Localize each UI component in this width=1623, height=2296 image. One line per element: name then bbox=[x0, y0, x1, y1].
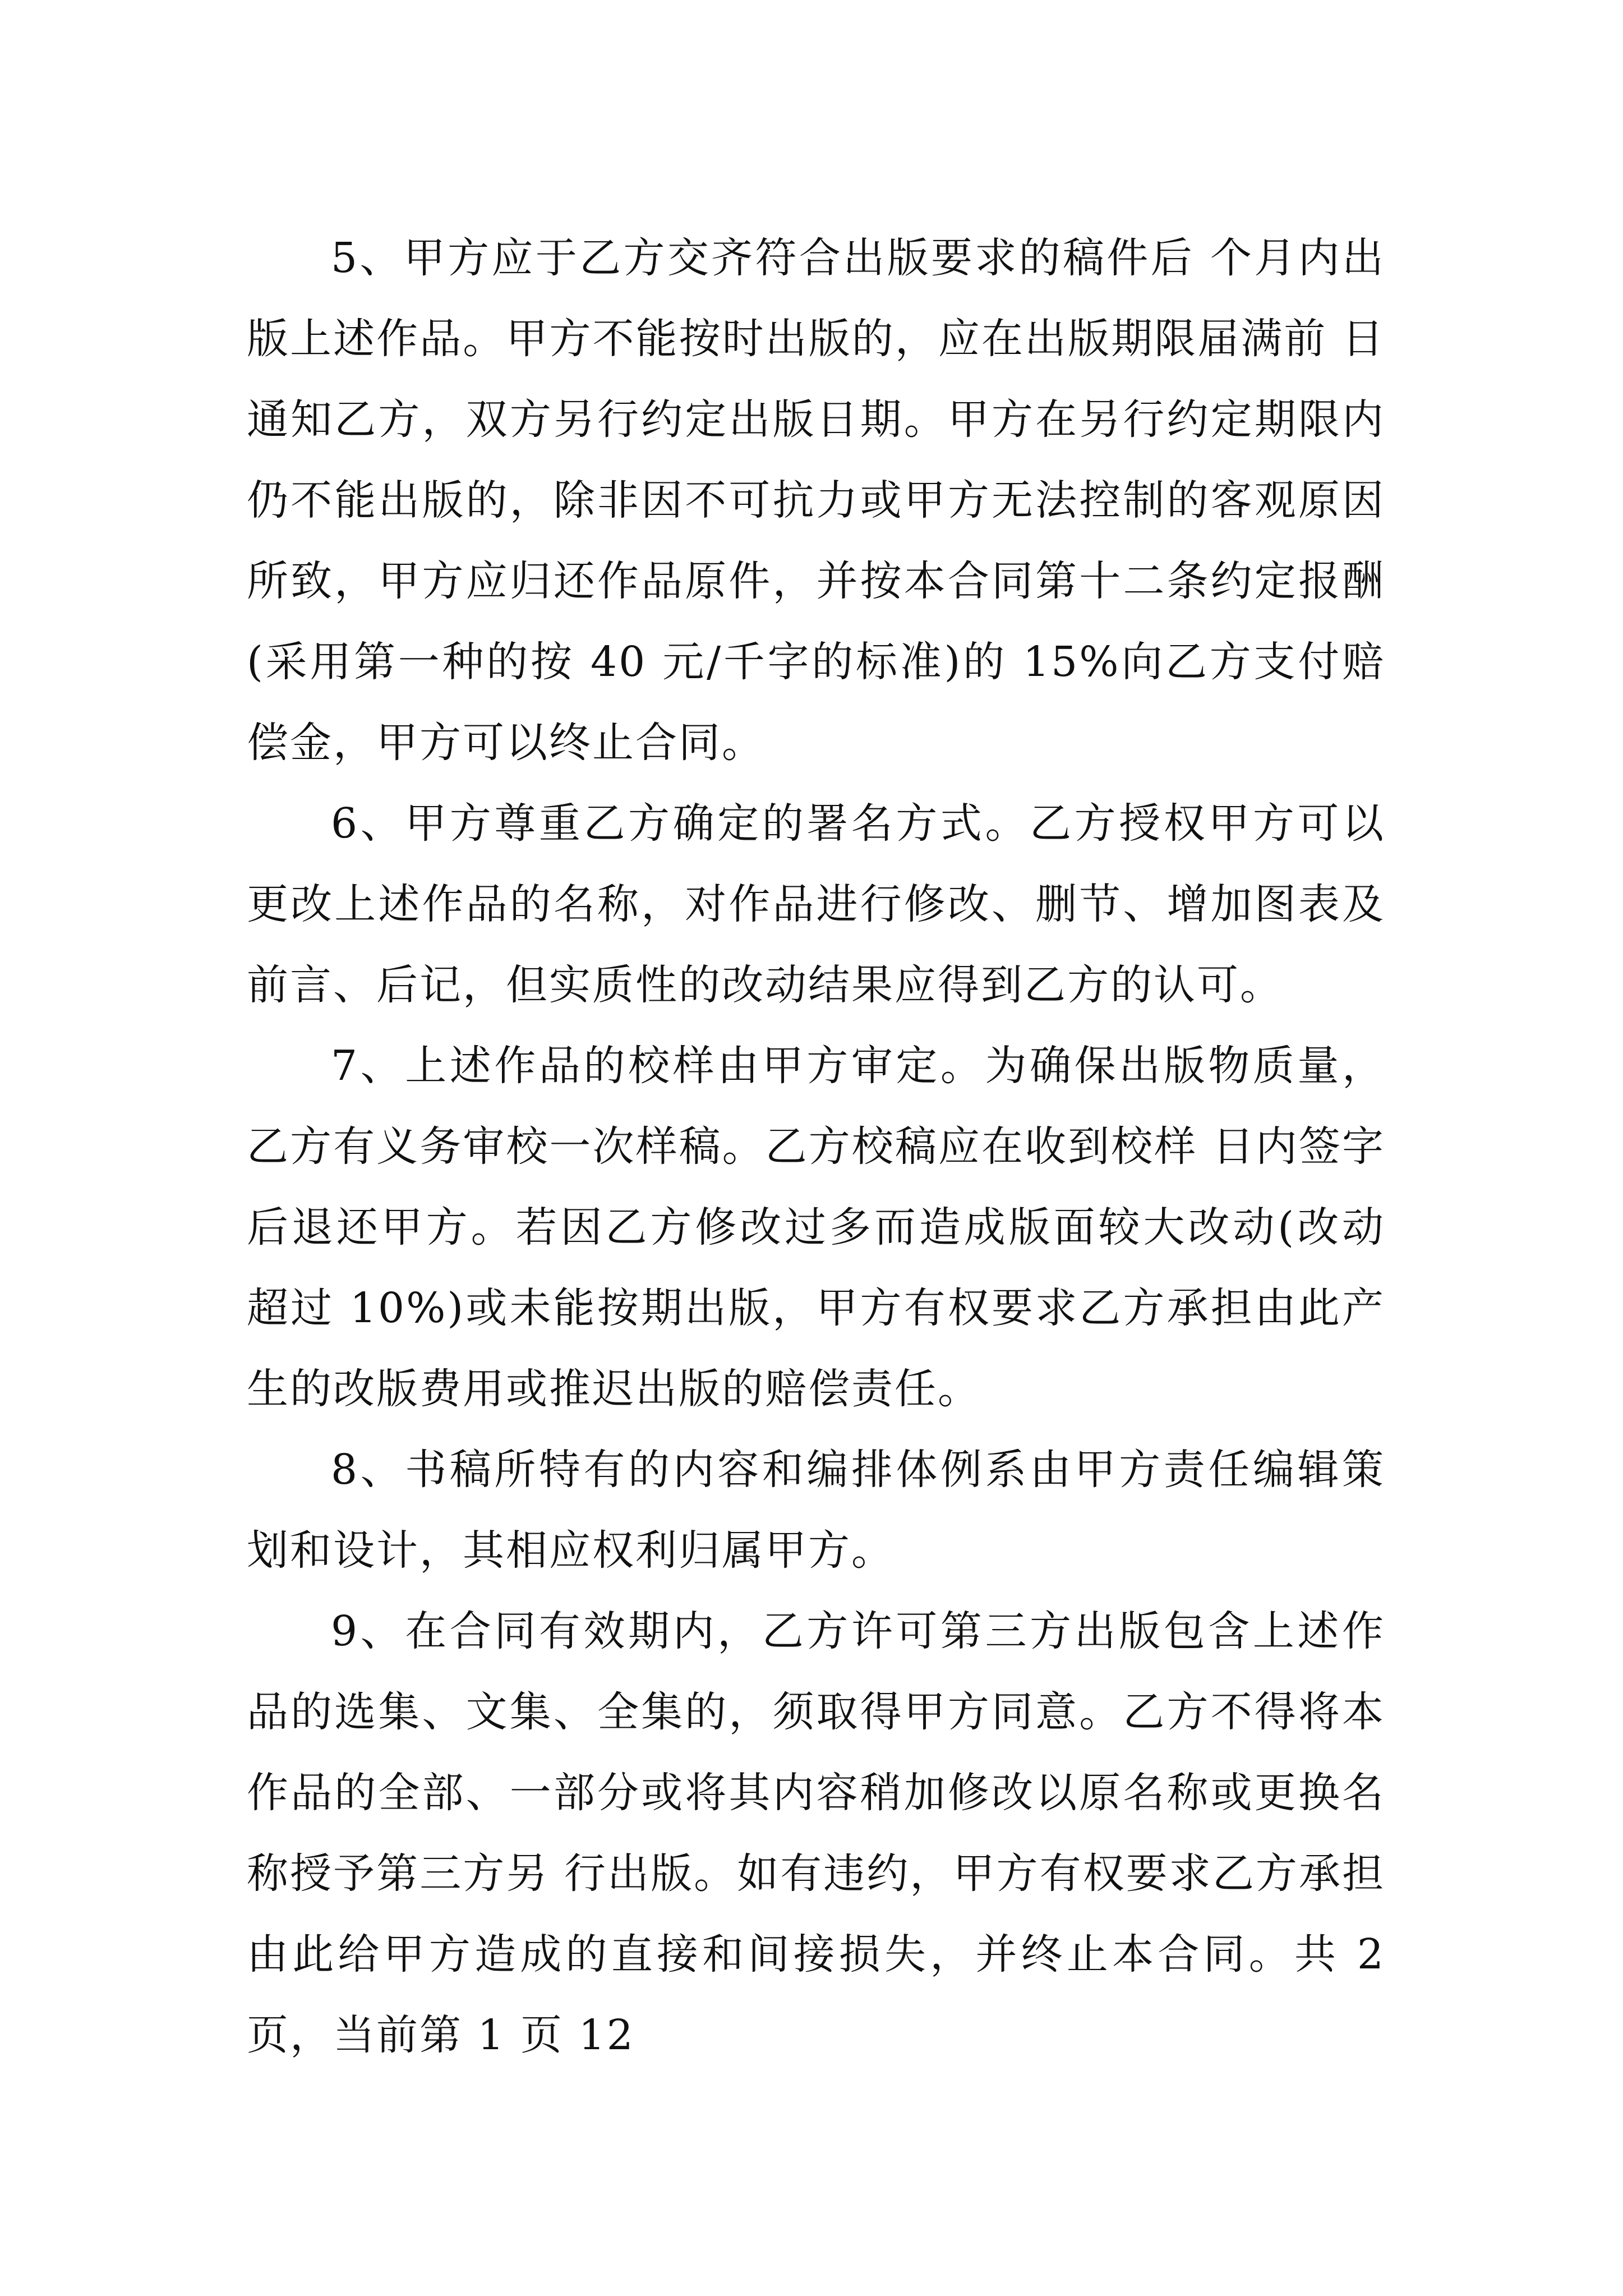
paragraph-7: 7、上述作品的校样由甲方审定。为确保出版物质量，乙方有义务审校一次样稿。乙方校稿应在收到校样 日内签字后退还甲方。若因乙方修改过多而造成版面较大改动(改动超过 10%)或未能按期出版，甲方有权要求乙方承担由此产生的改版费用或推迟出版的赔偿责任。 bbox=[247, 1042, 1385, 1413]
paragraph-8: 8、书稿所特有的内容和编排体例系由甲方责任编辑策划和设计，其相应权利归属甲方。 bbox=[247, 1446, 1385, 1575]
paragraph-6: 6、甲方尊重乙方确定的署名方式。乙方授权甲方可以更改上述作品的名称，对作品进行修改、删节、增加图表及前言、后记，但实质性的改动结果应得到乙方的认可。 bbox=[247, 799, 1385, 1009]
paragraph-9: 9、在合同有效期内，乙方许可第三方出版包含上述作品的选集、文集、全集的，须取得甲方同意。乙方不得将本作品的全部、一部分或将其内容稍加修改以原名称或更换名称授予第三方另 行出版。如有违约，甲方有权要求乙方承担由此给甲方造成的直接和间接损失，并终止本合同。共 2 页，当前第 1 页 12 bbox=[247, 1607, 1385, 2059]
paragraph-5: 5、甲方应于乙方交齐符合出版要求的稿件后 个月内出版上述作品。甲方不能按时出版的，应在出版期限届满前 日通知乙方，双方另行约定出版日期。甲方在另行约定期限内仍不能出版的，除非因不可抗力或甲方无法控制的客观原因所致，甲方应归还作品原件，并按本合同第十二条约定报酬(采用第一种的按 40 元/千字的标准)的 15%向乙方支付赔偿金，甲方可以终止合同。 bbox=[247, 234, 1385, 767]
document-body bbox=[247, 218, 1385, 2076]
